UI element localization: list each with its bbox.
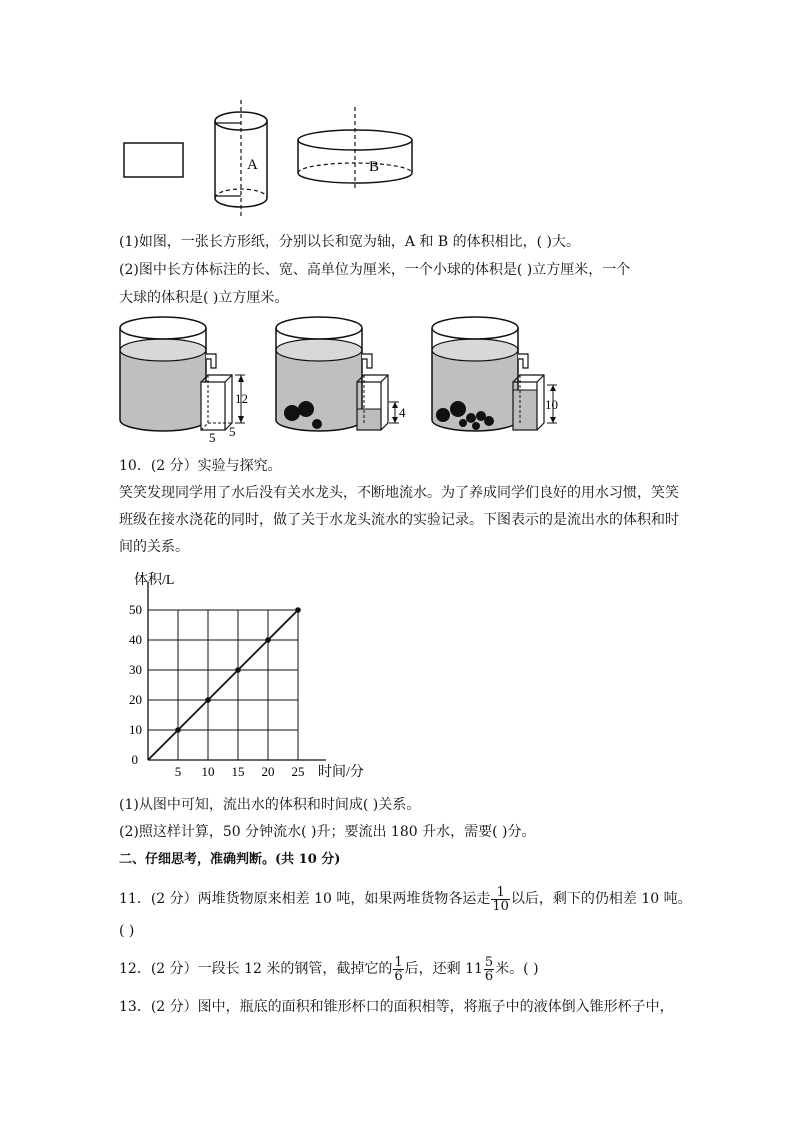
- data-point: [295, 607, 301, 613]
- section-2-title: 二、仔细思考，准确判断。(共 10 分): [119, 852, 341, 867]
- q9-part2-line2: 大球的体积是( )立方厘米。: [119, 290, 289, 306]
- small-ball: [466, 413, 476, 423]
- small-ball: [484, 416, 494, 426]
- data-point: [265, 637, 271, 643]
- big-ball: [284, 405, 300, 421]
- cylinder-a-label: A: [247, 157, 258, 173]
- tank-2: [276, 317, 406, 431]
- paper-rectangle: [124, 143, 183, 177]
- q10-sub1: (1)从图中可知，流出水的体积和时间成( )关系。: [119, 797, 421, 813]
- q12-mixed-numerator: 5: [484, 954, 494, 970]
- small-ball: [312, 419, 322, 429]
- cylinder-a: [215, 100, 267, 219]
- x-axis-title: 时间/分: [318, 765, 364, 780]
- small-ball: [472, 422, 480, 430]
- q10-paragraph-line1: 笑笑发现同学用了水后没有关水龙头，不断地流水。为了养成同学们良好的用水习惯，笑笑: [119, 485, 679, 501]
- tank-1-beaker: [201, 375, 248, 442]
- q11-line: [119, 884, 692, 914]
- q12-fraction-numerator: 1: [394, 954, 403, 970]
- big-ball: [450, 401, 466, 417]
- tank-2-beaker: [357, 375, 406, 430]
- x-tick-label: 15: [231, 764, 245, 779]
- cylinder-b: [298, 107, 412, 190]
- tank-3-level-label: 10: [545, 397, 558, 412]
- x-tick-label: 20: [261, 764, 275, 779]
- q9-part2-line1: (2)图中长方体标注的长、宽、高单位为厘米，一个小球的体积是( )立方厘米，一个: [119, 262, 631, 278]
- q10-paragraph-line3: 间的关系。: [119, 539, 189, 555]
- tank-3: [432, 317, 558, 431]
- q12-mixed-fraction: [484, 956, 494, 983]
- q11-fraction: [491, 886, 510, 913]
- tank-3-beaker: [513, 375, 558, 430]
- q11-text-before: 11．(2 分）两堆货物原来相差 10 吨，如果两堆货物各运走: [119, 891, 491, 907]
- series-line: [148, 610, 298, 760]
- cylinder-b-label: B: [369, 159, 380, 175]
- y-tick-label: 40: [129, 632, 142, 647]
- y-tick-label: 30: [129, 662, 142, 677]
- q13-text: 13．(2 分）图中，瓶底的面积和锥形杯口的面积相等，将瓶子中的液体倒入锥形杯子中，: [119, 999, 674, 1015]
- big-ball: [298, 401, 314, 417]
- tank-1-height-label: 12: [235, 391, 248, 406]
- big-ball: [436, 408, 450, 422]
- data-point: [235, 667, 241, 673]
- q12-fraction-denominator: 6: [394, 968, 403, 984]
- q12-text-before: 12．(2 分）一段长 12 米的钢管，截掉它的: [119, 961, 393, 977]
- origin-label: 0: [131, 752, 138, 767]
- rectangle-cylinder-figure: [115, 95, 425, 225]
- q10-paragraph-line2: 班级在接水浇花的同时，做了关于水龙头流水的实验记录。下图表示的是流出水的体积和时: [119, 512, 679, 528]
- tank-1: [120, 317, 248, 442]
- small-ball: [459, 419, 467, 427]
- q9-part1: (1)如图，一张长方形纸，分别以长和宽为轴，A 和 B 的体积相比，( )大。: [119, 234, 580, 250]
- x-tick-label: 10: [201, 764, 215, 779]
- data-point: [205, 697, 211, 703]
- q12-mixed-denominator: 6: [484, 968, 494, 984]
- q12-text-after: 米。( ): [495, 961, 539, 977]
- y-axis-title: 体积/L: [134, 573, 175, 588]
- q12-fraction: [393, 956, 403, 983]
- q12-line: [119, 954, 539, 984]
- chart-marks: [148, 607, 301, 760]
- q10-sub2: (2)照这样计算，50 分钟流水( )升；要流出 180 升水，需要( )分。: [119, 824, 536, 840]
- data-point: [175, 727, 181, 733]
- water-tanks-figure: [115, 312, 575, 442]
- tank-2-level-label: 4: [399, 405, 406, 420]
- q11-answer-blank[interactable]: ( ): [119, 923, 135, 939]
- y-tick-label: 50: [129, 602, 142, 617]
- q12-text-middle: 后，还剩 11: [404, 961, 483, 977]
- y-tick-label: 10: [129, 722, 142, 737]
- y-tick-label: 20: [129, 692, 142, 707]
- tank-1-width-label: 5: [229, 424, 236, 439]
- x-tick-label: 25: [291, 764, 305, 779]
- x-tick-label: 5: [174, 764, 182, 779]
- q11-fraction-numerator: 1: [491, 886, 510, 900]
- q10-header: 10．(2 分）实验与探究。: [119, 458, 282, 474]
- q11-fraction-denominator: 10: [492, 898, 509, 914]
- chart-labels: [129, 571, 364, 780]
- volume-time-chart: [110, 566, 390, 786]
- tank-1-length-label: 5: [209, 430, 216, 442]
- q11-text-after: 以后，剩下的仍相差 10 吨。: [510, 891, 692, 907]
